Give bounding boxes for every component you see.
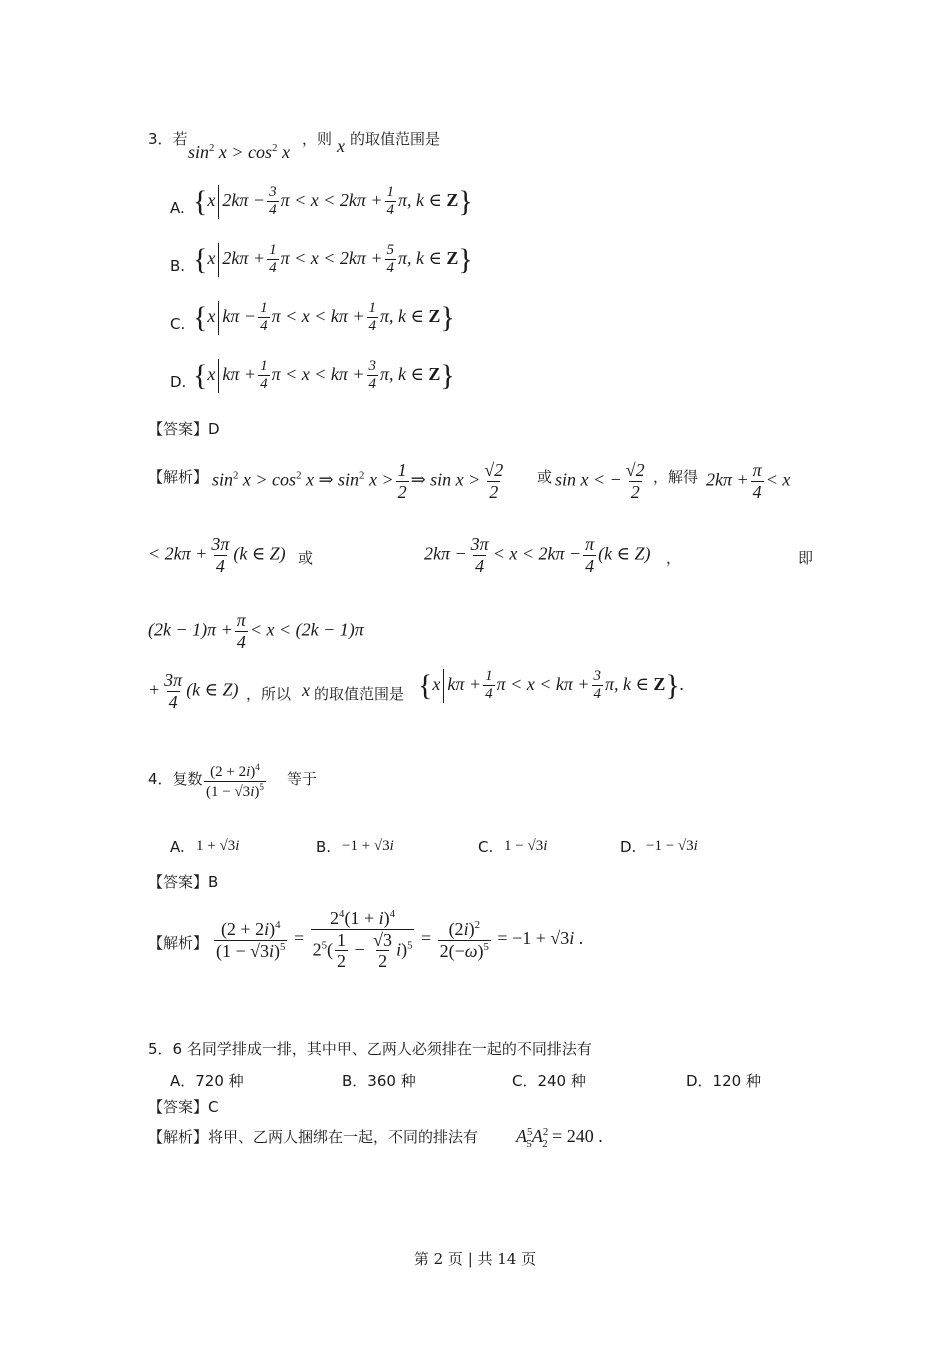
q3-analysis-formula-5: 2kπ − $\frac{3\pi}{4}$ < x < 2kπ − $\frac{\pi}{4}$ (k ∈ Z) bbox=[424, 534, 651, 576]
q3-option-b-label: B. bbox=[170, 257, 186, 275]
q5-stem: 5．6 名同学排成一排，其中甲、乙两人必须排在一起的不同排法有 bbox=[148, 1040, 592, 1058]
q3-ie: 即 bbox=[798, 549, 814, 567]
q4-option-d-label: D. bbox=[620, 838, 637, 856]
q3-then: ，则 bbox=[302, 130, 333, 148]
q4-option-b-label: B. bbox=[316, 838, 332, 856]
q3-number: 3．若 bbox=[148, 130, 188, 148]
q5-answer bbox=[148, 1096, 219, 1117]
q3-or-1: 或 bbox=[537, 468, 553, 486]
q4-option-d-value: −1 − √3i bbox=[646, 838, 698, 854]
q3-option-d-formula: {x kπ + $\frac{1}{4}$ π < x < kπ + $\frac{3}{4}$ π, k ∈ Z} bbox=[193, 358, 455, 393]
q3-analysis-formula-6: (2k − 1)π + $\frac{\pi}{4}$ < x < (2k − 1)π bbox=[148, 610, 364, 652]
q3-var-x: x bbox=[337, 136, 345, 156]
q5-answer-value: C bbox=[208, 1098, 219, 1116]
q3-or-2: 或 bbox=[298, 549, 314, 567]
q3-analysis-formula-4: < 2kπ + $\frac{3\pi}{4}$ (k ∈ Z) bbox=[148, 534, 286, 576]
q3-solve: ，解得 bbox=[653, 468, 699, 486]
q3-range-text: 的取值范围是 bbox=[314, 685, 405, 703]
q4-option-a-value: 1 + √3i bbox=[196, 838, 240, 854]
q3-option-a-label: A. bbox=[170, 199, 185, 217]
q3-option-c-label: C. bbox=[170, 315, 186, 333]
q4-number: 4．复数 bbox=[148, 770, 203, 788]
q3-option-b-formula: {x 2kπ + $\frac{1}{4}$ π < x < 2kπ + $\frac{5}{4}$ π, k ∈ Z} bbox=[193, 242, 473, 277]
q4-answer-label: 【答案】 bbox=[148, 873, 209, 891]
q4-answer-value: B bbox=[208, 873, 219, 891]
q3-ask: 的取值范围是 bbox=[350, 130, 441, 148]
q4-equals: 等于 bbox=[287, 770, 318, 788]
q4-formula: $\frac{(2 + 2i)^4}{(1 - √3i)^5}$ bbox=[206, 762, 264, 801]
q5-option-c: C．240 种 bbox=[512, 1072, 586, 1090]
q4-analysis-formula: $\frac{(2 + 2i)^4}{(1 - √3i)^5}$ = $2^4(1 + i)^4$ $2^5$( $\frac{1}{2}$ − $\frac{√3}{2}$ i)$^5$ = $\frac{(2i)^2}{2(-\omega)^5}$ = −1 + √3i . bbox=[216, 908, 584, 972]
q3-option-c-formula: {x kπ − $\frac{1}{4}$ π < x < kπ + $\frac{1}{4}$ π, k ∈ Z} bbox=[193, 300, 455, 335]
q4-option-b-value: −1 + √3i bbox=[342, 838, 394, 854]
q3-analysis-label: 【解析】 bbox=[148, 468, 209, 486]
q3-answer bbox=[148, 418, 220, 439]
q5-option-b: B．360 种 bbox=[342, 1072, 416, 1090]
q3-analysis-formula-2: sin x < − $\frac{√2}{2}$ bbox=[555, 460, 645, 502]
q4-option-c-value: 1 − √3i bbox=[504, 838, 548, 854]
q5-analysis: 【解析】将甲、乙两人捆绑在一起，不同的排法有 bbox=[148, 1128, 479, 1146]
q4-option-c-label: C. bbox=[478, 838, 494, 856]
q3-analysis-formula-1: $\sin^2 x > \cos^2 x$ ⇒ $\sin^2 x$ > $\frac{1}{2}$ ⇒ sin x > $\frac{√2}{2}$ bbox=[212, 460, 504, 502]
q3-analysis-formula-3: 2kπ + $\frac{\pi}{4}$ < x bbox=[706, 460, 791, 502]
q3-comma: ， bbox=[666, 549, 682, 567]
q4-analysis-label: 【解析】 bbox=[148, 934, 209, 952]
page-footer: 第 2 页 | 共 14 页 bbox=[413, 1250, 537, 1268]
q4-option-a-label: A. bbox=[170, 838, 185, 856]
q5-analysis-formula: $A^5_5A^2_2 = 240$ . bbox=[516, 1126, 603, 1150]
q5-answer-label: 【答案】 bbox=[148, 1098, 209, 1116]
q3-option-a-formula: {x 2kπ − $\frac{3}{4}$ π < x < 2kπ + $\frac{1}{4}$ π, k ∈ Z} bbox=[193, 184, 473, 219]
q4-answer bbox=[148, 871, 218, 892]
q3-analysis-formula-7: + $\frac{3\pi}{4}$ (k ∈ Z) bbox=[148, 670, 239, 712]
q3-final-set: {x kπ + $\frac{1}{4}$ π < x < kπ + $\frac{3}{4}$ π, k ∈ Z}. bbox=[418, 668, 685, 703]
q3-condition-formula: $\sin^2 x > \cos^2 x$ bbox=[188, 142, 290, 162]
q3-option-d-label: D. bbox=[170, 373, 187, 391]
q3-answer-value: D bbox=[208, 420, 220, 438]
q3-answer-label: 【答案】 bbox=[148, 420, 209, 438]
q5-option-d: D．120 种 bbox=[686, 1072, 761, 1090]
q3-so: ，所以 bbox=[246, 685, 292, 703]
q5-option-a: A．720 种 bbox=[170, 1072, 244, 1090]
q3-so-var-x: x bbox=[302, 680, 310, 700]
